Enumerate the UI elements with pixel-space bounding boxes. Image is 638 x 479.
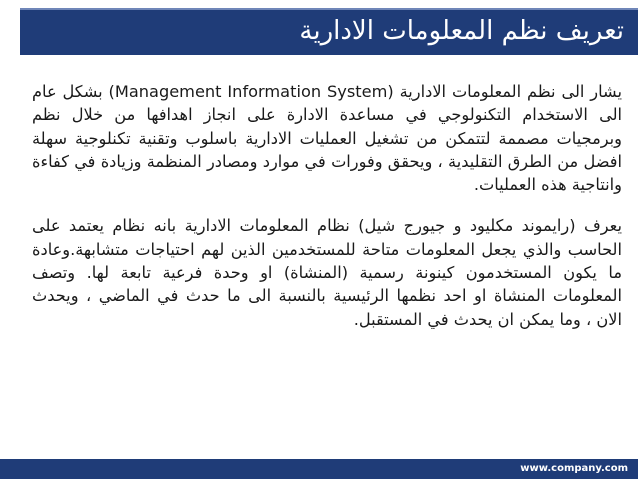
paragraph-mcleod-definition: يعرف (رايموند مكليود و جيورج شيل) نظام المعلومات الادارية بانه نظام يعتمد على الحاسب والذي يجعل المعلومات متاحة للمستخدمين الذين لهم احتياجات متشابهة.وعادة ما يكون المستخدمون كينونة رسمية (المنشاة) او وحدة فرعية تابعة لها. وتصف المعلومات المنشاة او احد نظمها الرئيسية بالنسبة الى ما حدث في الماضي ، ويحدث الان ، وما يمكن ان يحدث في المستقبل. xyxy=(32,216,622,329)
title-bar xyxy=(0,0,638,59)
footer-bar xyxy=(0,459,638,479)
footer-website: www.company.com xyxy=(520,463,628,474)
slide-title: تعريف نظم المعلومات الادارية xyxy=(299,16,624,46)
paragraph-definition: يشار الى نظم المعلومات الادارية (Management Information System) بشكل عام الى الاستخدام التكنولوجي في مساعدة الادارة على انجاز اهدافها من خلال نظم وبرمجيات مصممة لتتمكن من تشغيل العمليات الادارية باسلوب وتقنية تكنلوجية سهلة افضل من الطرق التقليدية ، ويحقق وفورات في موارد ومصادر المنظمة وزيادة في كفاءة وانتاجية هذه العمليات. xyxy=(32,82,622,195)
slide-body xyxy=(32,80,622,331)
